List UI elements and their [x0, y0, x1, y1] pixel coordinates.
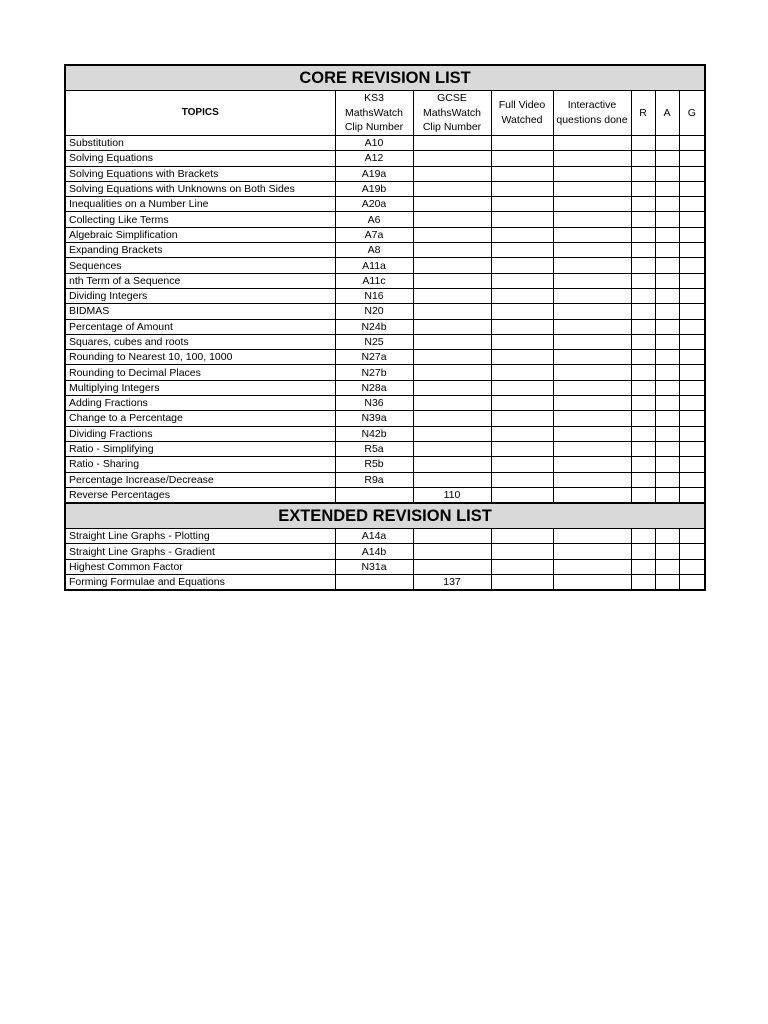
ks3-clip-cell: N31a — [335, 559, 413, 574]
r-cell[interactable] — [631, 350, 655, 365]
a-cell[interactable] — [655, 136, 679, 151]
video-watched-cell[interactable] — [491, 350, 553, 365]
gcse-clip-cell — [413, 151, 491, 166]
topic-cell: Solving Equations with Unknowns on Both Sides — [65, 181, 335, 196]
table-row — [65, 396, 705, 411]
interactive-done-cell[interactable] — [553, 529, 631, 544]
interactive-done-cell[interactable] — [553, 166, 631, 181]
g-cell[interactable] — [679, 273, 705, 288]
a-cell[interactable] — [655, 334, 679, 349]
r-cell[interactable] — [631, 544, 655, 559]
a-cell[interactable] — [655, 559, 679, 574]
header-r: R — [631, 91, 655, 136]
topic-cell: Rounding to Decimal Places — [65, 365, 335, 380]
interactive-done-cell[interactable] — [553, 365, 631, 380]
a-cell[interactable] — [655, 544, 679, 559]
table-row — [65, 212, 705, 227]
ks3-clip-cell: R9a — [335, 472, 413, 487]
a-cell[interactable] — [655, 380, 679, 395]
ks3-clip-cell: N24b — [335, 319, 413, 334]
extended-title: EXTENDED REVISION LIST — [65, 503, 705, 529]
interactive-done-cell[interactable] — [553, 273, 631, 288]
g-cell[interactable] — [679, 350, 705, 365]
g-cell[interactable] — [679, 166, 705, 181]
g-cell[interactable] — [679, 441, 705, 456]
topic-cell: Expanding Brackets — [65, 243, 335, 258]
gcse-clip-cell: 110 — [413, 487, 491, 503]
interactive-done-cell[interactable] — [553, 212, 631, 227]
gcse-clip-cell — [413, 365, 491, 380]
a-cell[interactable] — [655, 273, 679, 288]
a-cell[interactable] — [655, 166, 679, 181]
video-watched-cell[interactable] — [491, 380, 553, 395]
a-cell[interactable] — [655, 350, 679, 365]
interactive-done-cell[interactable] — [553, 411, 631, 426]
topic-cell: Inequalities on a Number Line — [65, 197, 335, 212]
r-cell[interactable] — [631, 487, 655, 503]
table-row — [65, 319, 705, 334]
a-cell[interactable] — [655, 212, 679, 227]
topic-cell: Forming Formulae and Equations — [65, 575, 335, 591]
table-row — [65, 136, 705, 151]
r-cell[interactable] — [631, 166, 655, 181]
gcse-clip-cell — [413, 411, 491, 426]
gcse-clip-cell — [413, 472, 491, 487]
video-watched-cell[interactable] — [491, 426, 553, 441]
gcse-clip-cell — [413, 544, 491, 559]
r-cell[interactable] — [631, 258, 655, 273]
video-watched-cell[interactable] — [491, 457, 553, 472]
header-ks3: KS3 MathsWatch Clip Number — [335, 91, 413, 136]
header-video: Full Video Watched — [491, 91, 553, 136]
a-cell[interactable] — [655, 426, 679, 441]
gcse-clip-cell — [413, 197, 491, 212]
revision-table — [64, 64, 706, 591]
r-cell[interactable] — [631, 243, 655, 258]
table-row — [65, 544, 705, 559]
g-cell[interactable] — [679, 365, 705, 380]
topic-cell: Percentage of Amount — [65, 319, 335, 334]
g-cell[interactable] — [679, 411, 705, 426]
ks3-clip-cell: N36 — [335, 396, 413, 411]
table-row — [65, 288, 705, 303]
gcse-clip-cell — [413, 334, 491, 349]
topic-cell: Multiplying Integers — [65, 380, 335, 395]
table-row — [65, 487, 705, 503]
topic-cell: Straight Line Graphs - Gradient — [65, 544, 335, 559]
table-row — [65, 365, 705, 380]
gcse-clip-cell — [413, 426, 491, 441]
gcse-clip-cell — [413, 166, 491, 181]
gcse-clip-cell — [413, 559, 491, 574]
video-watched-cell[interactable] — [491, 166, 553, 181]
table-row — [65, 197, 705, 212]
interactive-done-cell[interactable] — [553, 487, 631, 503]
video-watched-cell[interactable] — [491, 288, 553, 303]
interactive-done-cell[interactable] — [553, 136, 631, 151]
video-watched-cell[interactable] — [491, 441, 553, 456]
r-cell[interactable] — [631, 304, 655, 319]
r-cell[interactable] — [631, 273, 655, 288]
core-title: CORE REVISION LIST — [65, 65, 705, 91]
r-cell[interactable] — [631, 575, 655, 591]
video-watched-cell[interactable] — [491, 365, 553, 380]
topic-cell: Ratio - Simplifying — [65, 441, 335, 456]
revision-sheet — [64, 64, 704, 591]
a-cell[interactable] — [655, 487, 679, 503]
table-row — [65, 166, 705, 181]
g-cell[interactable] — [679, 396, 705, 411]
g-cell[interactable] — [679, 304, 705, 319]
table-row — [65, 243, 705, 258]
r-cell[interactable] — [631, 151, 655, 166]
extended-title-row — [65, 503, 705, 529]
gcse-clip-cell — [413, 319, 491, 334]
interactive-done-cell[interactable] — [553, 350, 631, 365]
table-row — [65, 411, 705, 426]
video-watched-cell[interactable] — [491, 212, 553, 227]
ks3-clip-cell: A12 — [335, 151, 413, 166]
r-cell[interactable] — [631, 411, 655, 426]
video-watched-cell[interactable] — [491, 227, 553, 242]
a-cell[interactable] — [655, 529, 679, 544]
r-cell[interactable] — [631, 380, 655, 395]
video-watched-cell[interactable] — [491, 136, 553, 151]
gcse-clip-cell — [413, 288, 491, 303]
r-cell[interactable] — [631, 212, 655, 227]
video-watched-cell[interactable] — [491, 304, 553, 319]
interactive-done-cell[interactable] — [553, 457, 631, 472]
gcse-clip-cell — [413, 441, 491, 456]
topic-cell: Substitution — [65, 136, 335, 151]
video-watched-cell[interactable] — [491, 181, 553, 196]
r-cell[interactable] — [631, 441, 655, 456]
ks3-clip-cell — [335, 487, 413, 503]
r-cell[interactable] — [631, 529, 655, 544]
ks3-clip-cell: A8 — [335, 243, 413, 258]
ks3-clip-cell: R5a — [335, 441, 413, 456]
table-row — [65, 457, 705, 472]
ks3-clip-cell: A19b — [335, 181, 413, 196]
gcse-clip-cell — [413, 380, 491, 395]
video-watched-cell[interactable] — [491, 559, 553, 574]
gcse-clip-cell — [413, 243, 491, 258]
a-cell[interactable] — [655, 258, 679, 273]
g-cell[interactable] — [679, 457, 705, 472]
video-watched-cell[interactable] — [491, 197, 553, 212]
gcse-clip-cell — [413, 350, 491, 365]
ks3-clip-cell: N42b — [335, 426, 413, 441]
r-cell[interactable] — [631, 181, 655, 196]
interactive-done-cell[interactable] — [553, 559, 631, 574]
table-row — [65, 441, 705, 456]
r-cell[interactable] — [631, 197, 655, 212]
r-cell[interactable] — [631, 227, 655, 242]
topic-cell: Straight Line Graphs - Plotting — [65, 529, 335, 544]
a-cell[interactable] — [655, 151, 679, 166]
r-cell[interactable] — [631, 136, 655, 151]
video-watched-cell[interactable] — [491, 411, 553, 426]
core-title-row — [65, 65, 705, 91]
g-cell[interactable] — [679, 544, 705, 559]
r-cell[interactable] — [631, 559, 655, 574]
header-topics: TOPICS — [65, 91, 335, 136]
r-cell[interactable] — [631, 396, 655, 411]
table-row — [65, 273, 705, 288]
a-cell[interactable] — [655, 181, 679, 196]
g-cell[interactable] — [679, 319, 705, 334]
a-cell[interactable] — [655, 197, 679, 212]
interactive-done-cell[interactable] — [553, 181, 631, 196]
r-cell[interactable] — [631, 457, 655, 472]
ks3-clip-cell: N27b — [335, 365, 413, 380]
ks3-clip-cell: N20 — [335, 304, 413, 319]
ks3-clip-cell: A6 — [335, 212, 413, 227]
header-gcse: GCSE MathsWatch Clip Number — [413, 91, 491, 136]
ks3-clip-cell: A14a — [335, 529, 413, 544]
interactive-done-cell[interactable] — [553, 441, 631, 456]
r-cell[interactable] — [631, 426, 655, 441]
topic-cell: Collecting Like Terms — [65, 212, 335, 227]
gcse-clip-cell — [413, 304, 491, 319]
a-cell[interactable] — [655, 411, 679, 426]
a-cell[interactable] — [655, 472, 679, 487]
r-cell[interactable] — [631, 319, 655, 334]
topic-cell: Reverse Percentages — [65, 487, 335, 503]
table-row — [65, 575, 705, 591]
gcse-clip-cell: 137 — [413, 575, 491, 591]
g-cell[interactable] — [679, 227, 705, 242]
ks3-clip-cell: A20a — [335, 197, 413, 212]
table-row — [65, 350, 705, 365]
interactive-done-cell[interactable] — [553, 151, 631, 166]
a-cell[interactable] — [655, 441, 679, 456]
video-watched-cell[interactable] — [491, 487, 553, 503]
g-cell[interactable] — [679, 243, 705, 258]
g-cell[interactable] — [679, 575, 705, 591]
ks3-clip-cell: A11c — [335, 273, 413, 288]
gcse-clip-cell — [413, 273, 491, 288]
g-cell[interactable] — [679, 212, 705, 227]
topic-cell: Solving Equations with Brackets — [65, 166, 335, 181]
a-cell[interactable] — [655, 319, 679, 334]
ks3-clip-cell — [335, 575, 413, 591]
gcse-clip-cell — [413, 181, 491, 196]
a-cell[interactable] — [655, 304, 679, 319]
video-watched-cell[interactable] — [491, 273, 553, 288]
g-cell[interactable] — [679, 136, 705, 151]
video-watched-cell[interactable] — [491, 544, 553, 559]
video-watched-cell[interactable] — [491, 243, 553, 258]
table-row — [65, 227, 705, 242]
topic-cell: nth Term of a Sequence — [65, 273, 335, 288]
table-row — [65, 426, 705, 441]
r-cell[interactable] — [631, 288, 655, 303]
interactive-done-cell[interactable] — [553, 258, 631, 273]
video-watched-cell[interactable] — [491, 151, 553, 166]
header-row — [65, 91, 705, 136]
ks3-clip-cell: N16 — [335, 288, 413, 303]
interactive-done-cell[interactable] — [553, 319, 631, 334]
topic-cell: Squares, cubes and roots — [65, 334, 335, 349]
r-cell[interactable] — [631, 365, 655, 380]
topic-cell: Algebraic Simplification — [65, 227, 335, 242]
ks3-clip-cell: A19a — [335, 166, 413, 181]
table-row — [65, 181, 705, 196]
table-row — [65, 559, 705, 574]
gcse-clip-cell — [413, 529, 491, 544]
interactive-done-cell[interactable] — [553, 472, 631, 487]
a-cell[interactable] — [655, 243, 679, 258]
table-row — [65, 380, 705, 395]
topic-cell: Ratio - Sharing — [65, 457, 335, 472]
ks3-clip-cell: A10 — [335, 136, 413, 151]
ks3-clip-cell: N27a — [335, 350, 413, 365]
table-row — [65, 529, 705, 544]
g-cell[interactable] — [679, 380, 705, 395]
r-cell[interactable] — [631, 472, 655, 487]
ks3-clip-cell: N39a — [335, 411, 413, 426]
gcse-clip-cell — [413, 457, 491, 472]
video-watched-cell[interactable] — [491, 319, 553, 334]
interactive-done-cell[interactable] — [553, 288, 631, 303]
a-cell[interactable] — [655, 227, 679, 242]
ks3-clip-cell: A11a — [335, 258, 413, 273]
table-row — [65, 151, 705, 166]
header-a: A — [655, 91, 679, 136]
ks3-clip-cell: R5b — [335, 457, 413, 472]
topic-cell: Dividing Integers — [65, 288, 335, 303]
topic-cell: Highest Common Factor — [65, 559, 335, 574]
a-cell[interactable] — [655, 575, 679, 591]
header-g: G — [679, 91, 705, 136]
a-cell[interactable] — [655, 365, 679, 380]
interactive-done-cell[interactable] — [553, 426, 631, 441]
interactive-done-cell[interactable] — [553, 243, 631, 258]
gcse-clip-cell — [413, 258, 491, 273]
table-row — [65, 304, 705, 319]
interactive-done-cell[interactable] — [553, 396, 631, 411]
g-cell[interactable] — [679, 197, 705, 212]
topic-cell: Sequences — [65, 258, 335, 273]
g-cell[interactable] — [679, 487, 705, 503]
g-cell[interactable] — [679, 288, 705, 303]
ks3-clip-cell: N25 — [335, 334, 413, 349]
interactive-done-cell[interactable] — [553, 227, 631, 242]
table-row — [65, 258, 705, 273]
interactive-done-cell[interactable] — [553, 544, 631, 559]
topic-cell: Adding Fractions — [65, 396, 335, 411]
g-cell[interactable] — [679, 151, 705, 166]
video-watched-cell[interactable] — [491, 472, 553, 487]
gcse-clip-cell — [413, 136, 491, 151]
g-cell[interactable] — [679, 426, 705, 441]
g-cell[interactable] — [679, 334, 705, 349]
gcse-clip-cell — [413, 396, 491, 411]
table-row — [65, 334, 705, 349]
video-watched-cell[interactable] — [491, 575, 553, 591]
g-cell[interactable] — [679, 258, 705, 273]
interactive-done-cell[interactable] — [553, 380, 631, 395]
g-cell[interactable] — [679, 559, 705, 574]
table-row — [65, 472, 705, 487]
video-watched-cell[interactable] — [491, 529, 553, 544]
topic-cell: BIDMAS — [65, 304, 335, 319]
video-watched-cell[interactable] — [491, 334, 553, 349]
ks3-clip-cell: N28a — [335, 380, 413, 395]
interactive-done-cell[interactable] — [553, 334, 631, 349]
a-cell[interactable] — [655, 457, 679, 472]
video-watched-cell[interactable] — [491, 258, 553, 273]
gcse-clip-cell — [413, 227, 491, 242]
interactive-done-cell[interactable] — [553, 575, 631, 591]
ks3-clip-cell: A14b — [335, 544, 413, 559]
header-interactive: Interactive questions done — [553, 91, 631, 136]
topic-cell: Solving Equations — [65, 151, 335, 166]
g-cell[interactable] — [679, 529, 705, 544]
g-cell[interactable] — [679, 472, 705, 487]
ks3-clip-cell: A7a — [335, 227, 413, 242]
gcse-clip-cell — [413, 212, 491, 227]
a-cell[interactable] — [655, 396, 679, 411]
table-body — [65, 65, 705, 590]
interactive-done-cell[interactable] — [553, 304, 631, 319]
interactive-done-cell[interactable] — [553, 197, 631, 212]
topic-cell: Rounding to Nearest 10, 100, 1000 — [65, 350, 335, 365]
video-watched-cell[interactable] — [491, 396, 553, 411]
topic-cell: Dividing Fractions — [65, 426, 335, 441]
topic-cell: Change to a Percentage — [65, 411, 335, 426]
g-cell[interactable] — [679, 181, 705, 196]
r-cell[interactable] — [631, 334, 655, 349]
a-cell[interactable] — [655, 288, 679, 303]
topic-cell: Percentage Increase/Decrease — [65, 472, 335, 487]
